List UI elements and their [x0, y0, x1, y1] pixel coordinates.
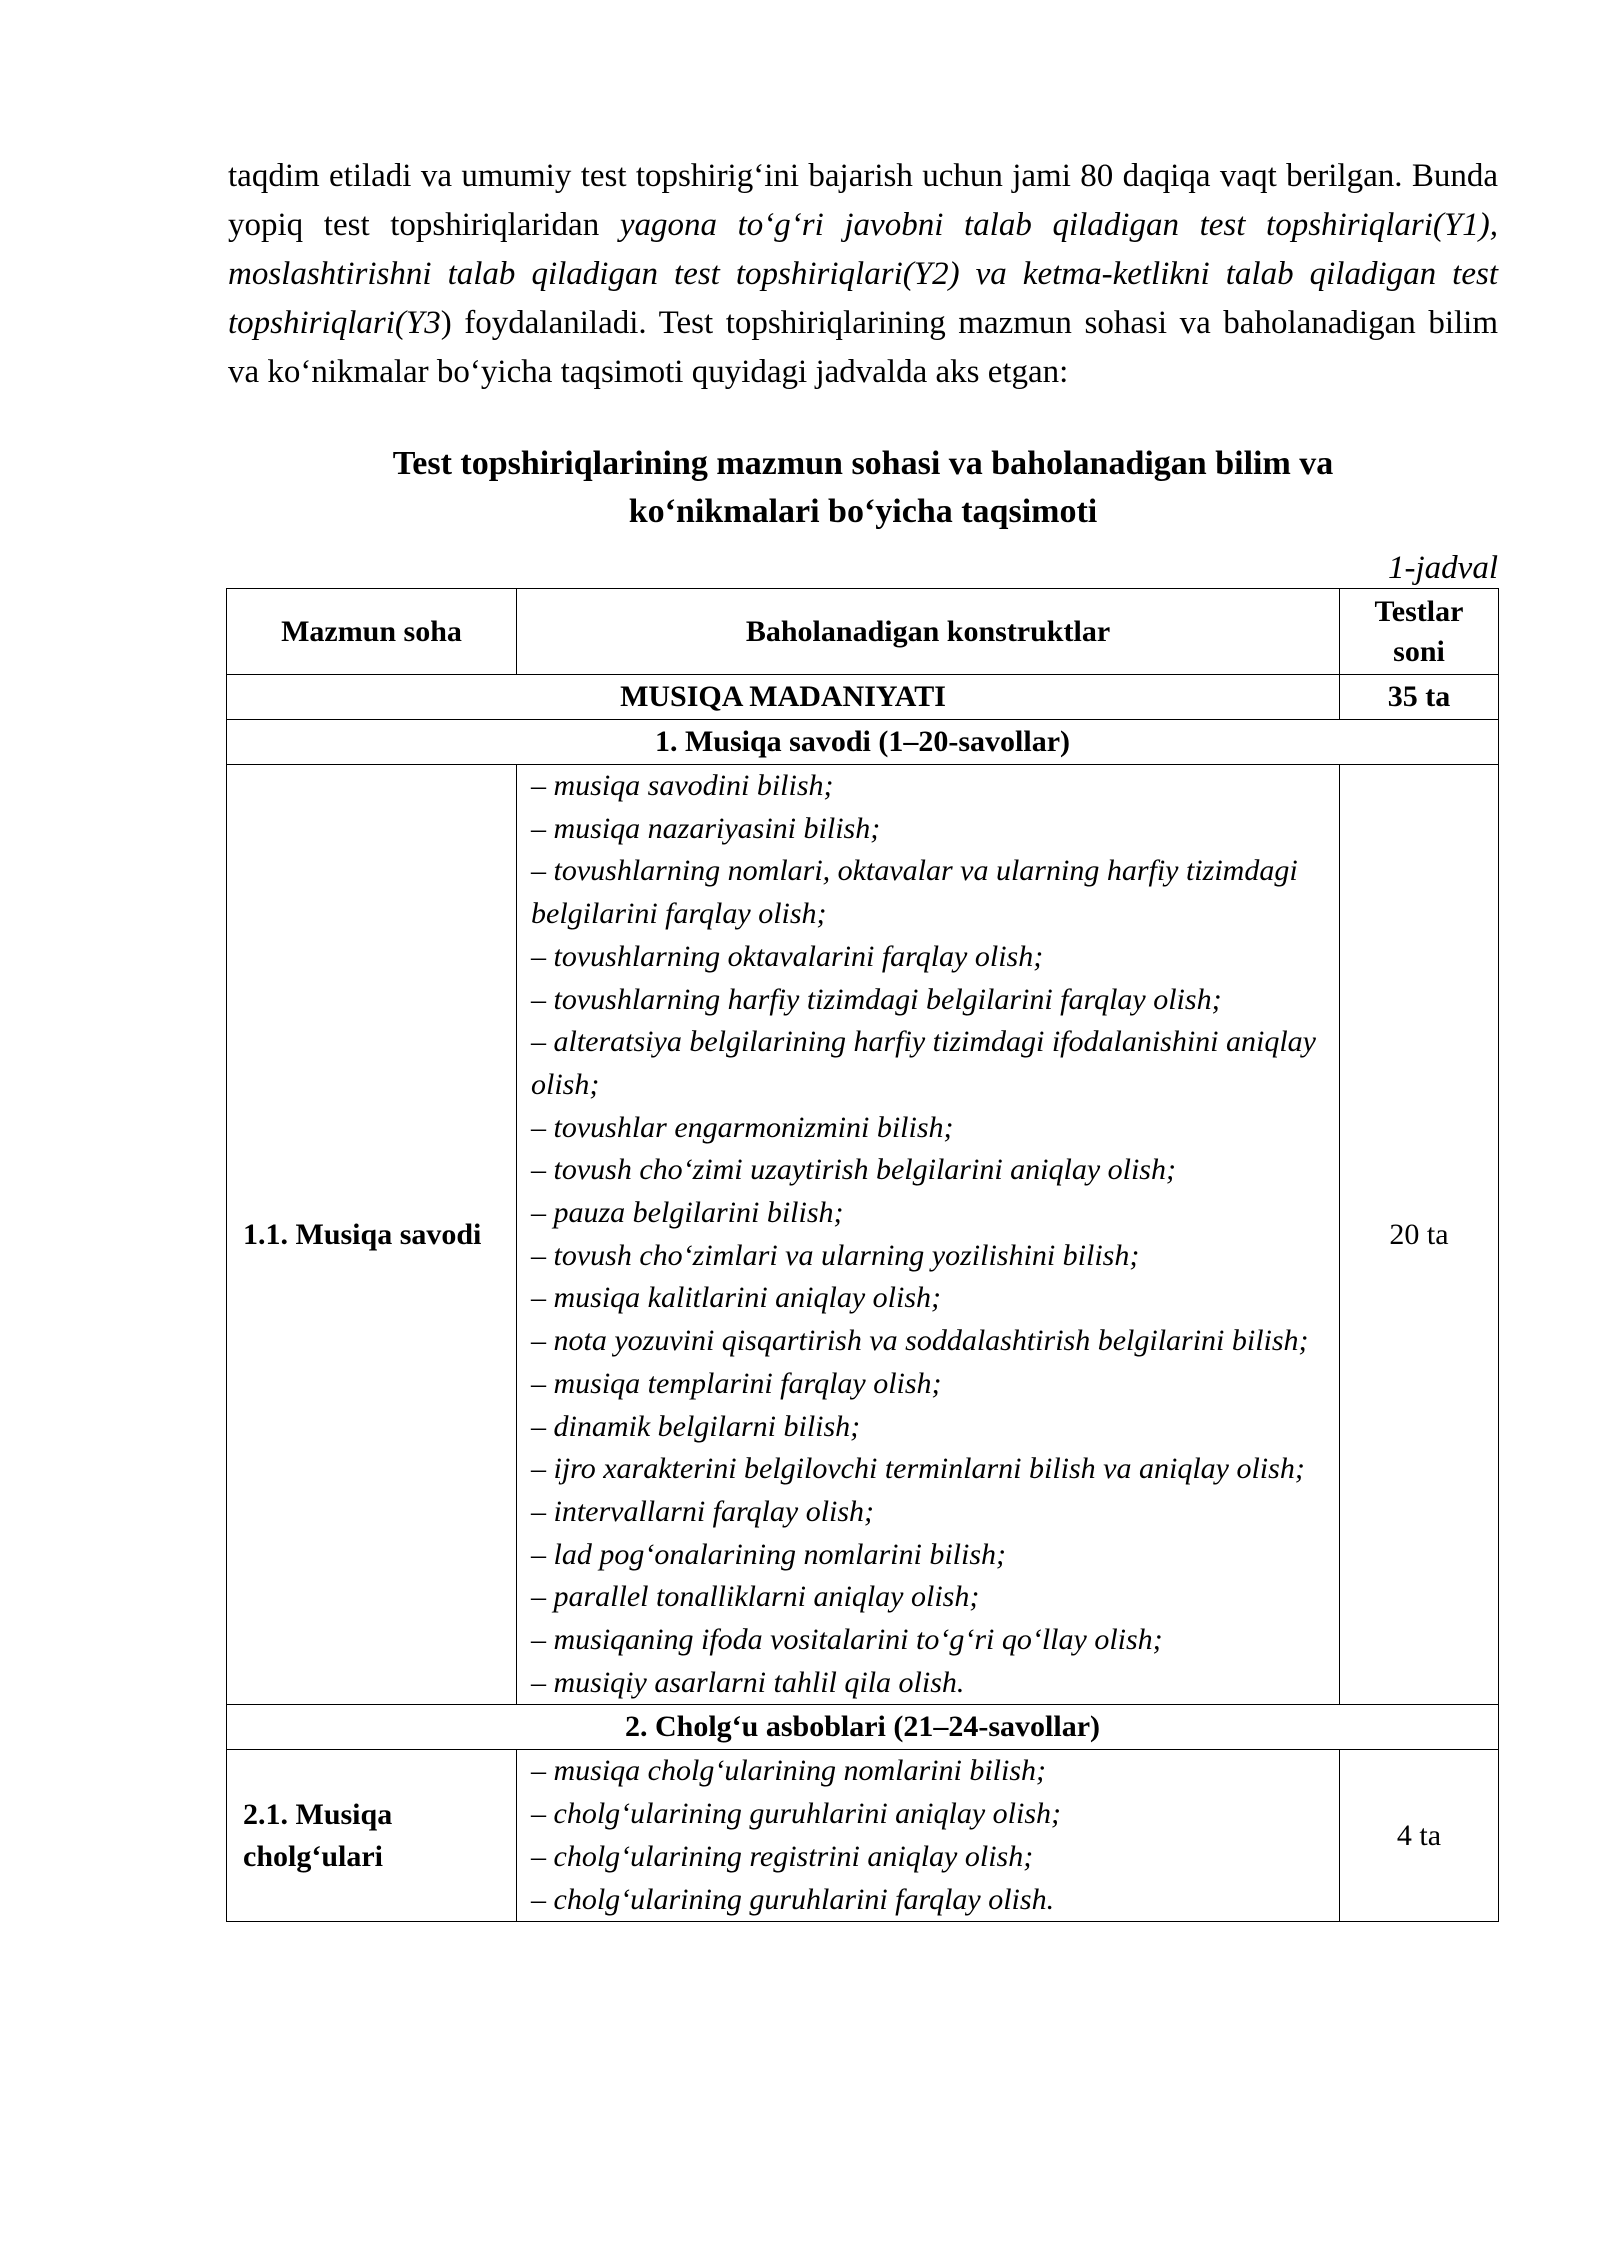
- list-item: – ijro xarakterini belgilovchi terminlarni bilish va aniqlay olish;: [531, 1452, 1305, 1486]
- table-title-line-1: Test topshiriqlarining mazmun sohasi va baholanadigan bilim va: [392, 445, 1334, 482]
- list-item: – lad pog‘onalarining nomlarini bilish;: [531, 1537, 1007, 1571]
- list-item: – musiqaning ifoda vositalarini to‘g‘ri qo‘llay olish;: [531, 1623, 1163, 1657]
- list-item: – cholg‘ularining registrini aniqlay olish;: [531, 1839, 1034, 1873]
- header-testlar-soni: [1340, 589, 1499, 675]
- header-konstruktlar: Baholanadigan konstruktlar: [517, 589, 1340, 675]
- list-item: – musiqa savodini bilish;: [531, 769, 834, 802]
- header-testlar-line-2: soni: [1393, 634, 1445, 668]
- intro-text-3: ) foydalaniladi. Test topshiriqlarining mazmun sohasi va baholanadigan bilim va ko‘nikmalar bo‘yicha taqsimoti quyidagi jadvalda aks etgan:: [228, 305, 1498, 390]
- table-title-line-2: ko‘nikmalari bo‘yicha taqsimoti: [628, 493, 1098, 530]
- table-header-row: [227, 589, 1499, 675]
- konstruktlar-cell: [517, 765, 1340, 1705]
- list-item: – cholg‘ularining guruhlarini farqlay olish.: [531, 1882, 1055, 1916]
- list-item: – tovush cho‘zimlari va ularning yozilishini bilish;: [531, 1238, 1140, 1272]
- table-title: [228, 440, 1498, 536]
- header-mazmun-soha: Mazmun soha: [227, 589, 517, 675]
- konstruktlar-cell: [517, 1750, 1340, 1922]
- list-item: – tovushlarning oktavalarini farqlay olish;: [531, 939, 1044, 973]
- list-item: – musiqa nazariyasini bilish;: [531, 811, 881, 845]
- category-row: [227, 675, 1499, 720]
- testlar-soni-cell: 4 ta: [1340, 1750, 1499, 1922]
- category-count: 35 ta: [1340, 675, 1499, 720]
- list-item: – tovushlar engarmonizmini bilish;: [531, 1110, 954, 1144]
- table-label: 1-jadval: [1388, 550, 1498, 586]
- mazmun-soha-cell: 1.1. Musiqa savodi: [227, 765, 517, 1705]
- list-item: – tovush cho‘zimi uzaytirish belgilarini aniqlay olish;: [531, 1153, 1176, 1187]
- mazmun-soha-cell: 2.1. Musiqa cholg‘ulari: [227, 1750, 517, 1922]
- list-item: – musiqa templarini farqlay olish;: [531, 1366, 942, 1400]
- section-title-row: [227, 720, 1499, 765]
- list-item: – cholg‘ularining guruhlarini aniqlay olish;: [531, 1797, 1061, 1831]
- section-content-row: [227, 1750, 1499, 1922]
- testlar-soni-cell: 20 ta: [1340, 765, 1499, 1705]
- list-item: – nota yozuvini qisqartirish va soddalashtirish belgilarini bilish;: [531, 1324, 1309, 1358]
- list-item: – musiqa kalitlarini aniqlay olish;: [531, 1281, 941, 1315]
- list-item: – dinamik belgilarni bilish;: [531, 1409, 861, 1443]
- section-title: 2. Cholg‘u asboblari (21–24-savollar): [227, 1705, 1499, 1750]
- list-item: – musiqa cholg‘ularining nomlarini bilish;: [531, 1754, 1047, 1788]
- list-item: – musiqiy asarlarni tahlil qila olish.: [531, 1665, 965, 1699]
- section-content-row: [227, 765, 1499, 1705]
- section-title-row: [227, 1705, 1499, 1750]
- list-item: – pauza belgilarini bilish;: [531, 1196, 844, 1230]
- document-page: [228, 152, 1498, 1922]
- intro-text-1: taqdim etiladi va umumiy test topshirig‘ini bajarish uchun jami 80 daqiqa vaqt berilgan. Bunda yopiq test topshiriqlaridan: [228, 158, 1498, 243]
- intro-paragraph: [228, 152, 1498, 397]
- header-testlar-line-1: Testlar: [1374, 594, 1464, 628]
- list-item: – parallel tonalliklarni aniqlay olish;: [531, 1580, 980, 1614]
- intro-text-italic: yagona to‘g‘ri javobni talab qiladigan test topshiriqlari(Y1), moslashtirishni talab qiladigan test topshiriqlari(Y2) va ketma-ketlikni talab qiladigan test topshiriqlari(Y3: [228, 207, 1498, 341]
- list-item: – tovushlarning harfiy tizimdagi belgilarini farqlay olish;: [531, 982, 1222, 1016]
- list-item: – intervallarni farqlay olish;: [531, 1494, 875, 1528]
- list-item: – tovushlarning nomlari, oktavalar va ularning harfiy tizimdagi belgilarini farqlay olish;: [531, 854, 1298, 931]
- category-label: MUSIQA MADANIYATI: [227, 675, 1340, 720]
- section-title: 1. Musiqa savodi (1–20-savollar): [227, 720, 1499, 765]
- distribution-table: [226, 588, 1499, 1922]
- list-item: – alteratsiya belgilarining harfiy tizimdagi ifodalanishini aniqlay olish;: [531, 1025, 1316, 1101]
